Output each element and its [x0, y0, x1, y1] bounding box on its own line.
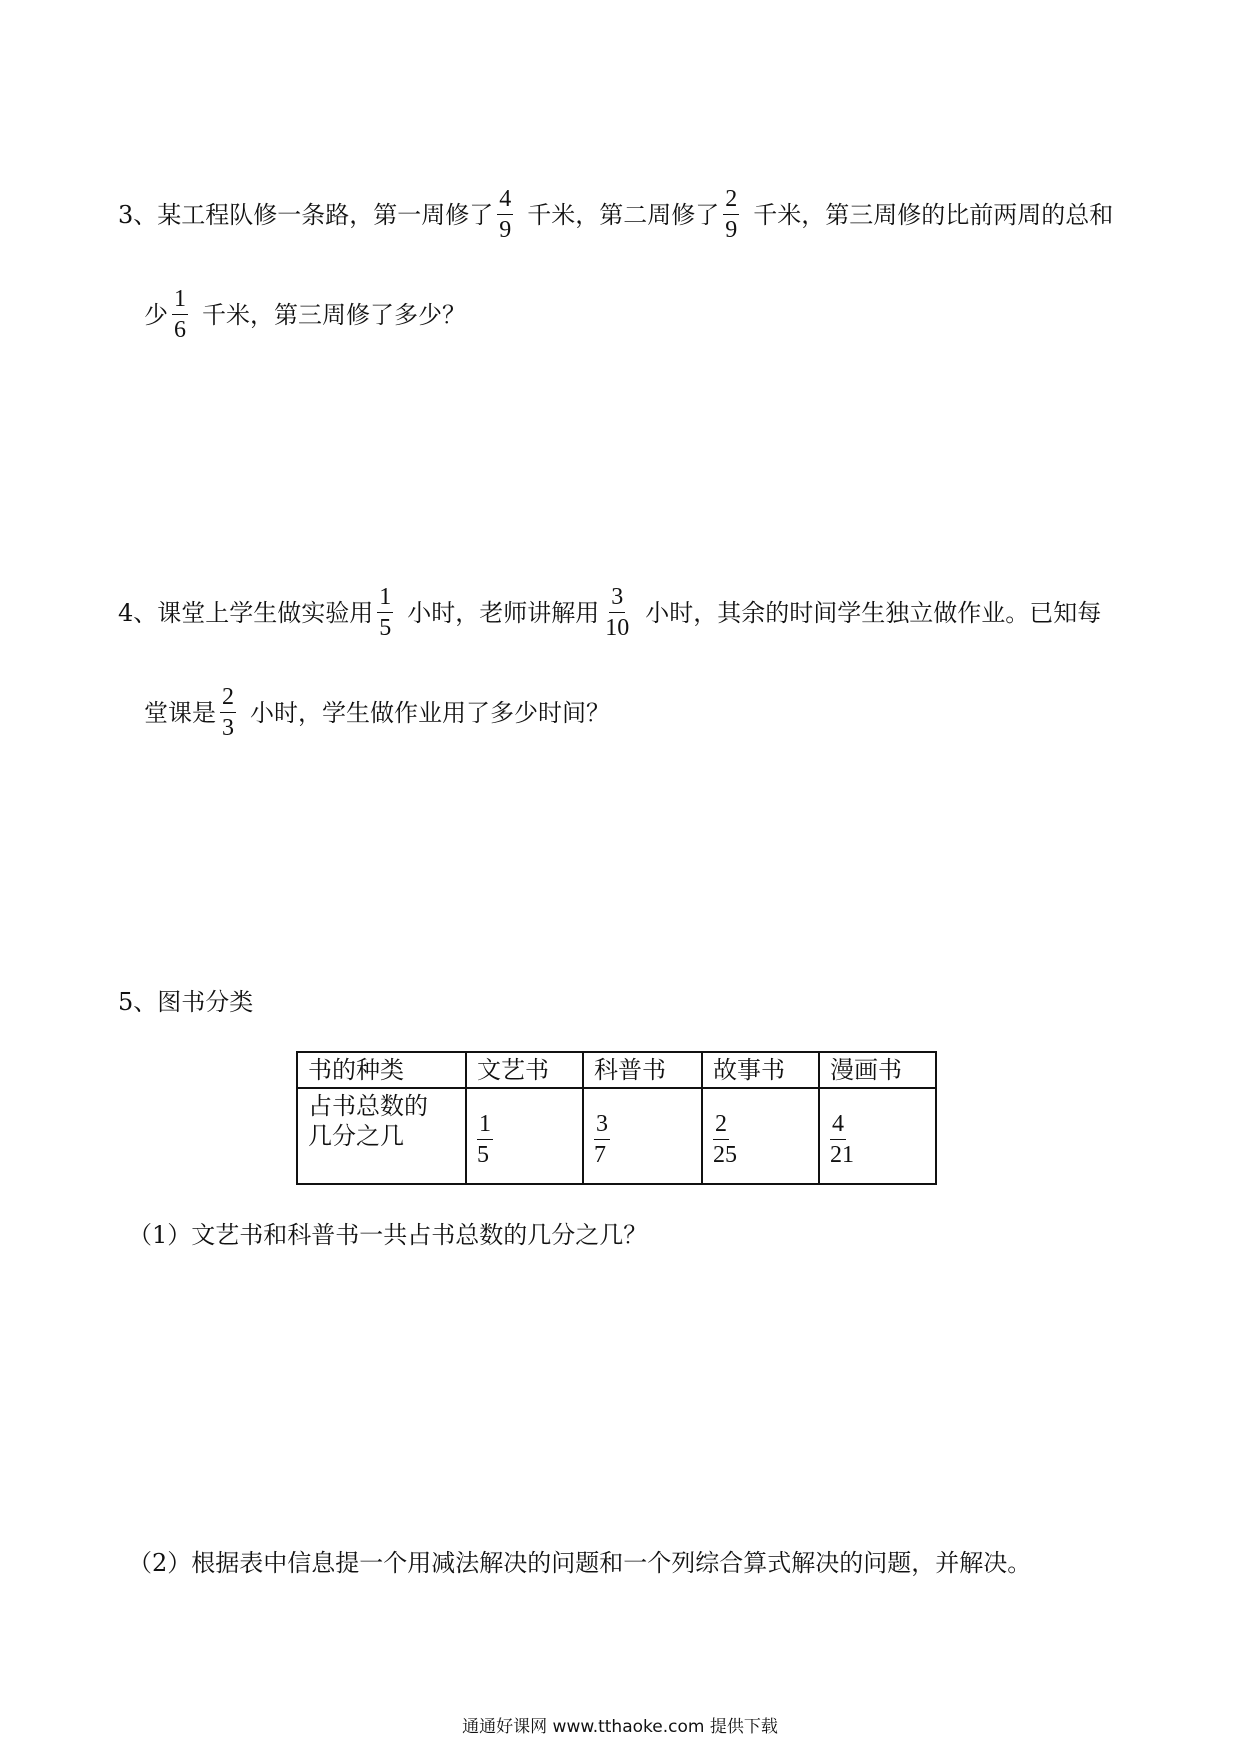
page-footer: 通通好课网 www.tthaoke.com 提供下载: [462, 1717, 778, 1737]
table-fraction: $\frac{2}{25}$: [713, 1111, 737, 1169]
q5-number: 5、: [118, 988, 158, 1016]
table-header-label: 书的种类: [297, 1052, 466, 1088]
table-cell-manhua: [819, 1088, 936, 1184]
q4-text-2b: 小时，学生做作业用了多少时间？: [250, 698, 610, 727]
q5-title: 图书分类: [157, 988, 254, 1016]
q4-fraction-3: $\frac{2}{3}$: [222, 684, 234, 742]
table-fraction: $\frac{3}{7}$: [594, 1111, 608, 1169]
q3-text-2a: 少: [144, 300, 168, 329]
q4-fraction-2: $\frac{3}{10}$: [605, 584, 630, 642]
table-cell-wenyi: [466, 1088, 583, 1184]
q5-sub-question-1: （1）文艺书和科普书一共占书总数的几分之几？: [128, 1221, 648, 1249]
q4-line-1: [118, 584, 1101, 642]
q4-fraction-1: $\frac{1}{5}$: [379, 584, 392, 642]
q3-text-1b: 千米，第二周修了: [527, 200, 720, 229]
table-col-manhua: 漫画书: [819, 1052, 936, 1088]
q4-text-1a: 课堂上学生做实验用: [157, 598, 374, 627]
q5-title-line: [118, 990, 253, 1014]
table-col-kepu: 科普书: [583, 1052, 702, 1088]
table-cell-gushi: [702, 1088, 819, 1184]
table-col-wenyi: 文艺书: [466, 1052, 583, 1088]
q4-text-1b: 小时，老师讲解用: [407, 598, 600, 627]
q3-text-2b: 千米，第三周修了多少？: [202, 300, 466, 329]
q4-number: 4、: [118, 598, 158, 627]
book-category-table: [296, 1051, 937, 1185]
table-fraction-row: [297, 1088, 936, 1184]
table-header-row: [297, 1052, 936, 1088]
table-fraction: $\frac{4}{21}$: [830, 1111, 854, 1169]
table-col-gushi: 故事书: [702, 1052, 819, 1088]
q3-text-1c: 千米，第三周修的比前两周的总和: [753, 200, 1114, 229]
q4-text-1c: 小时，其余的时间学生独立做作业。已知每: [645, 598, 1102, 627]
q3-fraction-3: $\frac{1}{6}$: [174, 286, 186, 344]
q3-line-2: [144, 286, 466, 344]
q3-number: 3、: [118, 200, 158, 229]
table-cell-kepu: [583, 1088, 702, 1184]
q5-sub-question-2: （2）根据表中信息提一个用减法解决的问题和一个列综合算式解决的问题，并解决。: [128, 1549, 1032, 1577]
q3-line-1: [118, 186, 1113, 244]
table-fraction: $\frac{1}{5}$: [477, 1111, 491, 1169]
q3-text-1a: 某工程队修一条路，第一周修了: [157, 200, 494, 229]
table-row-label: 占书总数的 几分之几: [297, 1088, 466, 1184]
q4-line-2: [144, 684, 610, 742]
q3-fraction-1: $\frac{4}{9}$: [499, 186, 512, 244]
q4-text-2a: 堂课是: [144, 698, 216, 727]
q3-fraction-2: $\frac{2}{9}$: [725, 186, 738, 244]
